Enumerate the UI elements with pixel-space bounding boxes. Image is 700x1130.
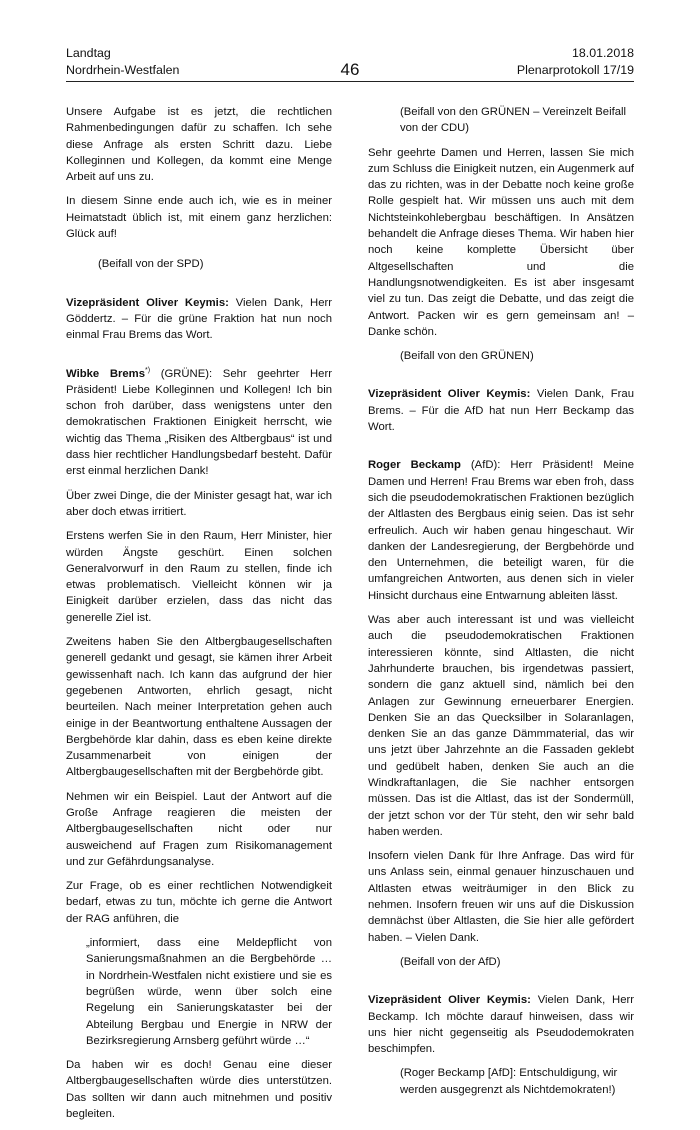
header-date: 18.01.2018 <box>571 46 634 60</box>
right-column <box>368 104 634 1106</box>
speech-text: Vielen Dank, Frau Brems. – Für die AfD hat nun Herr Beckamp das Wort. <box>368 388 634 434</box>
paragraph: Sehr geehrte Damen und Herren, lassen Sie mich zum Schluss die Einigkeit nutzen, ein Augenmerk auf das zu richten, was in der Debatte noch keine große Rolle gespielt hat. Wir müssen uns auch mit dem Nichtsteinkohlebergbau beschäftigen. In Ansätzen behandelt die Anfrage dieses Thema. Wir haben hier noch keine komplette Übersicht über Altgesellschaften und die Handlungsnotwendigkeiten. Es ist aber insgesamt viel zu tun. Das zeigt die Debatte, und das zeigt die Antwort. Packen wir es gern gemeinsam an! – Danke schön. <box>368 146 634 338</box>
speech-brems <box>66 366 332 480</box>
applause: (Beifall von den GRÜNEN – Vereinzelt Beifall von der CDU) <box>400 106 627 135</box>
header-right <box>517 45 634 79</box>
speech-text: (AfD): Herr Präsident! Meine Damen und Herren! Frau Brems war eben froh, dass sich die pseudodemokratischen Fraktionen bezüglich der Altlasten des Bergbaus einig seien. Das ist sehr erfreulich. Auch wir haben genau hingeschaut. Wir danken der Landesregierung, der Bergbehörde und den Unternehmen, die beteiligt waren, für die umfangreichen Antworten, aus denen sich in vieler Hinsicht durchaus eine Entwarnung ableiten lässt. <box>368 459 634 602</box>
header-rule <box>66 81 634 82</box>
speech-text: (GRÜNE): Sehr geehrter Herr Präsident! Liebe Kolleginnen und Kollegen! Ich bin schon froh darüber, dass wenigstens unter den demokratischen Fraktionen Einigkeit herrscht, wie wichtig das Thema „Risiken des Altbergbaus“ ist und dass hier rechtlicher Handlungsbedarf besteht. Dafür erst einmal herzlichen Dank! <box>66 367 332 478</box>
paragraph: Zweitens haben Sie den Altbergbaugesellschaften generell gedankt und gesagt, sie kämen ihrer Arbeit gewissenhaft nach. Ich kann das aufgrund der hier gegebenen Antworten, ehrlich gesagt, nicht beurteilen. Nach meiner Interpretation gehen auch einige in der Beantwortung enthaltene Aussagen der Bergbehörde klar dahin, dass es eben keine direkte Zusammenarbeit von einigen der Altbergbaugesellschaften mit der Bergbehörde gibt. <box>66 636 332 779</box>
paragraph: Da haben wir es doch! Genau eine dieser Altbergbaugesellschaften würde dies unterstützen. Das sollten wir dann auch mitnehmen und positiv begleiten. <box>66 1059 332 1121</box>
speech-beckamp <box>368 457 634 604</box>
left-column <box>66 104 332 1130</box>
page-number: 46 <box>340 60 360 79</box>
paragraph: Nehmen wir ein Beispiel. Laut der Antwort auf die Große Anfrage reagieren die meisten der Altbergbaugesellschaften nicht oder nur ausweichend auf Fragen zum Risikomanagement und zur Gefährdungsanalyse. <box>66 790 332 868</box>
interjection: (Roger Beckamp [AfD]: Entschuldigung, wir werden ausgegrenzt als Nichtdemokraten!) <box>400 1067 618 1096</box>
speaker-name: Vizepräsident Oliver Keymis: <box>368 994 531 1007</box>
speech-keymis-1 <box>66 295 332 344</box>
speech-text: Vielen Dank, Herr Beckamp. Ich möchte darauf hinweisen, dass wir uns hier nicht gegenseitig als Pseudodemokraten beschimpfen. <box>368 994 634 1056</box>
speech-text: Vielen Dank, Herr Göddertz. – Für die grüne Fraktion hat nun noch einmal Frau Brems das Wort. <box>66 296 332 342</box>
paragraph: Unsere Aufgabe ist es jetzt, die rechtlichen Rahmenbedingungen dafür zu schaffen. Ich sehe diese Anfrage als ersten Schritt dazu. Liebe Kolleginnen und Kollegen, da kommt eine Menge Arbeit auf uns zu. <box>66 106 332 184</box>
paragraph: Erstens werfen Sie in den Raum, Herr Minister, hier würden Ängste geschürt. Einen solchen Generalvorwurf in den Raum zu stellen, finde ich etwas problematisch. Vielleicht können wir ja Einigkeit darüber erzielen, dass das nicht das generelle Ziel ist. <box>66 530 332 624</box>
quote: „informiert, dass eine Meldepflicht von Sanierungsmaßnahmen an die Bergbehörde … in Nordrhein-Westfalen nicht existiere und sie es begrüßen würde, wenn über solch eine Regelung ein Sanierungskataster bei der Abteilung Bergbau und Energie in NRW der Bezirksregierung Arnsberg geführt würde …“ <box>86 937 332 1047</box>
speaker-name: Vizepräsident Oliver Keymis: <box>368 388 531 401</box>
speaker-name: Vizepräsident Oliver Keymis: <box>66 296 229 309</box>
footnote-mark: *) <box>144 366 151 374</box>
header-parliament: Landtag <box>66 46 111 60</box>
paragraph: Zur Frage, ob es einer rechtlichen Notwendigkeit bedarf, etwas zu tun, möchte ich gerne die Antwort der RAG anführen, die <box>66 880 332 925</box>
paragraph: Insofern vielen Dank für Ihre Anfrage. Das wird für uns Anlass sein, einmal genauer hinzuschauen und Altlasten etwas weiträumiger in den Blick zu nehmen. Insofern freuen wir uns auf die Diskussion demnächst über Altlasten, die Sie hier alle gefördert haben. – Vielen Dank. <box>368 850 634 944</box>
header-protocol: Plenarprotokoll 17/19 <box>516 63 634 77</box>
speech-keymis-2 <box>368 386 634 435</box>
applause: (Beifall von den GRÜNEN) <box>400 350 534 363</box>
speaker-name: Roger Beckamp <box>368 459 461 472</box>
applause: (Beifall von der SPD) <box>98 258 204 271</box>
header-state: Nordrhein-Westfalen <box>66 63 180 77</box>
paragraph: In diesem Sinne ende auch ich, wie es in meiner Heimatstadt üblich ist, mit einem ganz herzlichen: Glück auf! <box>66 195 332 241</box>
paragraph: Über zwei Dinge, die der Minister gesagt hat, war ich aber doch etwas irritiert. <box>66 489 332 518</box>
speech-keymis-3 <box>368 992 634 1057</box>
paragraph: Was aber auch interessant ist und was vielleicht auch die pseudodemokratischen Fraktionen interessieren könnte, sind Altlasten, die nicht Jahrhunderte brauchen, bis irgendetwas passiert, sondern die ganz aktuell sind, nämlich bei den Anlagen zur Gewinnung erneuerbarer Energien. Denken Sie an das Quecksilber in Solaranlagen, denken Sie an das ganze Dämmmaterial, das wir uns jetzt über Jahrzehnte an die Fassaden geklebt und gedübelt haben, denken Sie auch an die Windkraftanlagen, die Sie nachher entsorgen müssen. Das ist die Altlast, das ist der Sondermüll, der jetzt schon vor der Tür steht, den wir sehr bald haben werden. <box>368 614 634 838</box>
applause: (Beifall von der AfD) <box>400 955 501 968</box>
speaker-name: Wibke Brems <box>66 367 145 380</box>
